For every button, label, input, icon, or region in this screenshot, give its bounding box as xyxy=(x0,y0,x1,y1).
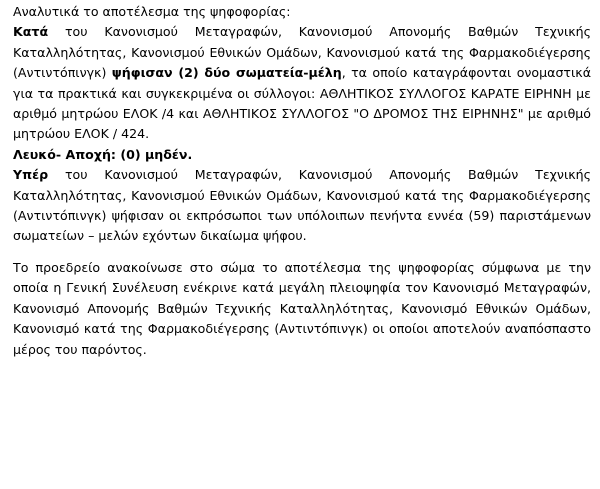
for-text: του Κανονισμού Μεταγραφών, Κανονισμού Απονομής Βαθμών Τεχνικής Καταλληλότητας, Κανονισμού Εθνικών Ομάδων, Κανονισμού κατά της Φαρμακοδιέγερσης (Αντιντόπινγκ) ψήφισαν οι εκπρόσωποι των υπόλοιπων πενήντα εννέα (59) παριστάμενων σωματείων – μελών εχόντων δικαίωμα ψήφου. xyxy=(13,167,591,244)
abstain-paragraph xyxy=(13,145,591,165)
for-paragraph xyxy=(13,165,591,247)
abstain-value: : (0) μηδέν. xyxy=(110,146,193,162)
against-votes: ψήφισαν (2) δύο σωματεία-μέλη xyxy=(111,65,342,81)
intro-line: Αναλυτικά το αποτέλεσμα της ψηφοφορίας: xyxy=(13,4,291,19)
against-text-2: , τα οποίο καταγράφονται ονομαστικά για τα πρακτικά και συγκεκριμένα οι σύλλογοι: ΑΘΛΗΤΙΚΟΣ ΣΥΛΛΟΓΟΣ ΚΑΡΑΤΕ ΕΙΡΗΝΗ με αριθμό μητρώου ΕΛΟΚ /4 και ΑΘΛΗΤΙΚΟΣ ΣΥΛΛΟΓΟΣ "Ο ΔΡΟΜΟΣ ΤΗΣ ΕΙΡΗΝΗΣ" με αριθμό μητρώου ΕΛΟΚ / 424. xyxy=(13,65,591,142)
abstain-label: Λευκό- Αποχή xyxy=(13,146,111,162)
announcement-paragraph: Το προεδρείο ανακοίνωσε στο σώμα το αποτέλεσμα της ψηφοφορίας σύμφωνα με την οποία η Γενική Συνέλευση ενέκρινε κατά μεγάλη πλειοψηφία τον Κανονισμό Μεταγραφών, Κανονισμό Απονομής Βαθμών Τεχνικής Καταλληλότητας, Κανονισμό Εθνικών Ομάδων, Κανονισμό κατά της Φαρμακοδιέγερσης (Αντιντόπινγκ) οι οποίοι αποτελούν αναπόσπαστο μέρος του παρόντος. xyxy=(13,259,591,357)
against-paragraph xyxy=(13,22,591,144)
against-label: Κατά xyxy=(13,24,49,40)
against-text-1: του Κανονισμού Μεταγραφών, Κανονισμού Απονομής Βαθμών Τεχνικής Καταλληλότητας, Κανονισμού Εθνικών Ομάδων, Κανονισμού κατά της Φαρμακοδιέγερσης (Αντιντόπινγκ) xyxy=(13,24,591,81)
for-label: Υπέρ xyxy=(13,167,49,183)
